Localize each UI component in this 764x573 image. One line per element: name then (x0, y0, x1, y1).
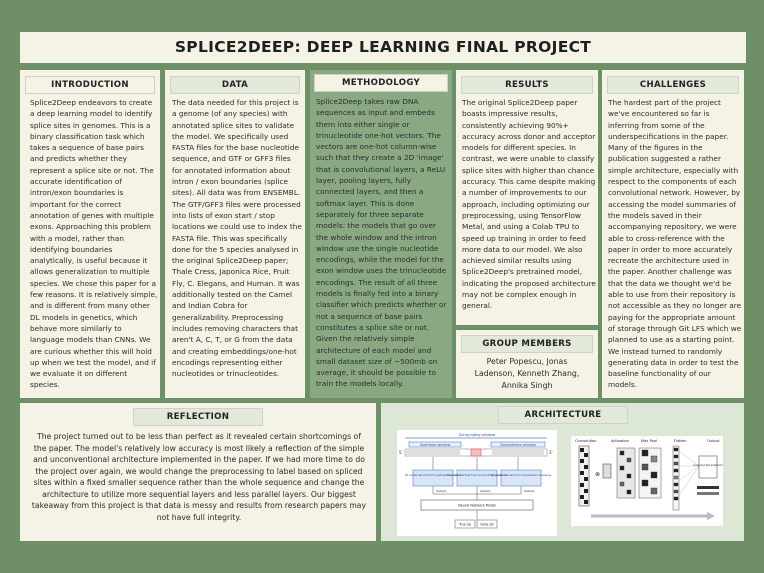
challenges-panel (602, 70, 744, 398)
reflection-heading: REFLECTION (133, 408, 263, 426)
input-matrix (579, 446, 589, 506)
dl-model-surrounding-label: DL model derived from surrounding sequence (447, 474, 507, 477)
methodology-text: Splice2Deep takes raw DNA sequences as input and embeds them into either single or trinucleotide one-hot vectors. The vectors are one-hot column-wise such that they create a 2D 'image' that is convolutional layers, a ReLU layer, pooling layers, fully connected layers, and then a softmax layer. This is done separately for three separate models: the models that go over the whole window and the intron window use the single nucleotide encodings, while the model for the exon window uses the trinucleotide encodings. The result of all three models is finally fed into a binary classifier which predicts whether or not a sequence of base pairs constitutes a splice site or not. Given the relatively simple architecture of each model and small dataset size of ~500mb on average, it should be possible to train the models locally. (316, 97, 447, 389)
group-members-text: Peter Popescu, Jonas Ladenson, Kenneth Zhang, Annika Singh (474, 357, 580, 390)
page-title: SPLICE2DEEP: DEEP LEARNING FINAL PROJECT (174, 38, 592, 56)
upstream-window-label: Upstream window (419, 442, 451, 447)
methodology-heading: METHODOLOGY (314, 74, 448, 92)
group-members-panel (456, 330, 598, 398)
three-prime-label: 3' (549, 450, 553, 455)
challenges-heading: CHALLENGES (607, 76, 739, 94)
flatten-label: Flatten (674, 439, 687, 443)
surrounding-window-label: Surrounding window (458, 433, 496, 437)
introduction-heading: INTRODUCTION (25, 76, 155, 94)
dl-model-downstream-label: DL model derived from downstream sequence (490, 474, 552, 477)
methodology-panel (310, 70, 452, 398)
five-prime-label: 5' (399, 450, 403, 455)
data-heading: DATA (170, 76, 300, 94)
data-panel (165, 70, 305, 398)
group-members-heading: GROUP MEMBERS (461, 335, 593, 353)
connected-nn-label: Connected Neural Network (693, 464, 723, 467)
nn-model-label: Neural Network Model (458, 503, 496, 508)
activation-label: Activation (611, 439, 629, 443)
max-pool-label: Max Pool (641, 439, 658, 443)
challenges-text: The hardest part of the project we've encountered so far is inferring from some of the underspecifications in the paper. Many of the figures in the publication suggested a rather simple architecture, especially with respect to the components of each convolutional network. However, by accessing the model summaries of the models saved in their accompanying repository, we were able to cross-reference with the paper in order to more accurately recreate the architecture used in the paper. Another challenge was that the data we thought we'd be able to use from their repository is not accessible as they no longer are paying for the appropriate amount of storage through Git LFS which we planned to use as a starting point. We instead turned to randomly generating data in order to test the baseline functionality of our models. (608, 98, 742, 390)
output-label-2: Output (480, 489, 491, 493)
output-label-3: Output (524, 489, 535, 493)
feature-maps (617, 448, 661, 498)
dl-model-upstream-label: DL model derived from upstream sequence (404, 474, 462, 477)
architecture-panel (381, 403, 744, 541)
output-label-1: Output (436, 489, 447, 493)
results-heading: RESULTS (461, 76, 593, 94)
convolution-label: Convolution (575, 439, 597, 443)
output-label: Output (707, 439, 720, 443)
results-panel (456, 70, 598, 325)
true-ss-label: True SS (459, 522, 471, 527)
cnn-architecture-diagram (571, 436, 723, 526)
reflection-panel (20, 403, 376, 541)
reflection-text: The project turned out to be less than perfect as it revealed certain shortcomings of the paper. The model's relatively low accuracy is most likely a reflection of the simple and unconventional architecture implemented in the paper. If we had more time to do the project over again, we would change the preprocessing to label based on spliced sites within a fixed smaller sequence rather than the whole sequence and change the architecture to utilize more sequential layers and less parallel layers. Our biggest takeaway from this project is that data is messy and results from research papers may not have full integrity. (31, 432, 367, 522)
multiply-symbol: ⊗ (595, 471, 601, 478)
splice-model-diagram (397, 430, 557, 536)
data-text: The data needed for this project is a genome (of any species) with annotated splice sites to validate the model. We specifically used FASTA files for the base nucleotide sequence, and GTF or GFF3 files for annotated information about intron / exon boundaries (splice sites). All data was from ENSEMBL. The GTF/GFF3 files were processed into lists of exon start / stop locations we could use to index the FASTA file. This was specifically done for the 5 species analysed in the original Splice2Deep paper; Thale Cress, Japonica Rice, Fruit Fly, C. Elegans, and Human. It was additionally tested on the Camel and Indian Cobra for generalizability. Preprocessing includes removing characters that aren't A, C, T, or G from the data and creating embeddings/one-hot encodings representing either nucleotides or trinucleotides. (172, 98, 302, 379)
architecture-heading: ARCHITECTURE (498, 406, 628, 424)
flatten-column (673, 446, 679, 510)
false-ss-label: False SS (480, 522, 494, 527)
results-text: The original Splice2Deep paper boasts impressive results, consistently achieving 90%+ accuracy across donor and acceptor models for different species. In contrast, we were unable to classify splice sites with higher than chance accuracy. This came despite making a number of improvements to our approach, including optimizing our preprocessing, using TensorFlow Metal, and using a Colab TPU to speed up training in order to feed more data to our model. We also achieved similar results using Splice2Deep's pretrained model, indicating the proposed architecture may not be complex enough in general. (462, 98, 596, 311)
introduction-panel (20, 70, 160, 398)
introduction-text: Splice2Deep endeavors to create a deep learning model to identify splice sites in genomes. This is a binary classification task which takes a sequence of base pairs and predicts whether they represent a splice site or not. The accurate identification of intron/exon boundaries is important for the correct annotation of genes with multiple exons. Approaching this problem with a model, rather than identifying boundaries analytically, is useful because it allows generalization to multiple species. We chose this paper for a few reasons. It is relatively simple, and is different from many other DL models in genetics, which behave more similarly to language models than CNNs. We are curious whether this will hold up when we test the model, and if we evaluate it on different species. (30, 98, 158, 390)
downstream-window-label: Downstream window (500, 442, 536, 447)
title-bar (20, 32, 746, 63)
